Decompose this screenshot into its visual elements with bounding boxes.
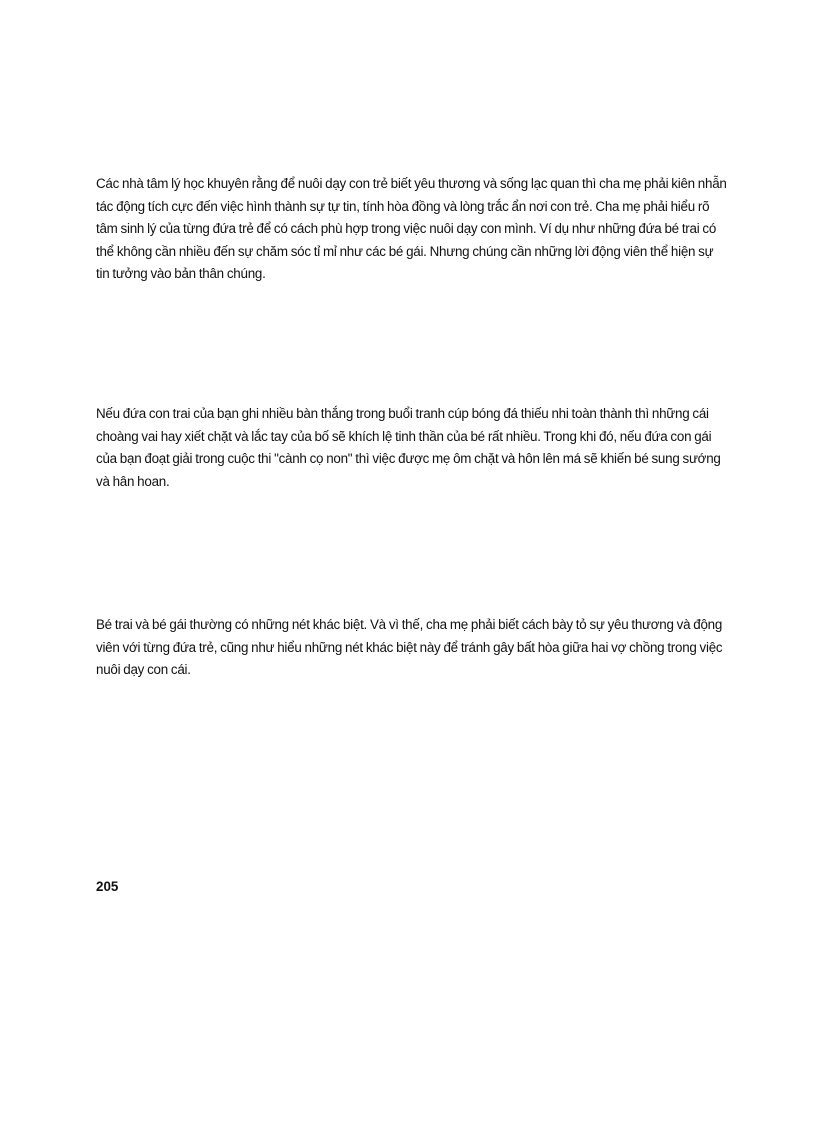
page-number: 205 (96, 879, 119, 894)
paragraph-3: Bé trai và bé gái thường có những nét khác biệt. Và vì thế, cha mẹ phải biết cách bày tỏ sự yêu thương và động viên với từng đứa trẻ, cũng như hiểu những nét khác biệt này để tránh gây bất hòa giữa hai vợ chồng trong việc nuôi dạy con cái. (96, 617, 723, 677)
paragraph-2: Nếu đứa con trai của bạn ghi nhiều bàn thắng trong buổi tranh cúp bóng đá thiếu nhi toàn thành thì những cái choàng vai hay xiết chặt và lắc tay của bố sẽ khích lệ tinh thần của bé rất nhiều. Trong khi đó, nếu đứa con gái của bạn đoạt giải trong cuộc thi "cành cọ non" thì việc được mẹ ôm chặt và hôn lên má sẽ khiến bé sung sướng và hân hoan. (96, 406, 721, 489)
paragraph-1: Các nhà tâm lý học khuyên rằng để nuôi dạy con trẻ biết yêu thương và sống lạc quan thì cha mẹ phải kiên nhẫn tác động tích cực đến việc hình thành sự tự tin, tính hòa đồng và lòng trắc ẩn nơi con trẻ. Cha mẹ phải hiểu rõ tâm sinh lý của từng đứa trẻ để có cách phù hợp trong việc nuôi dạy con mình. Ví dụ như những đứa bé trai có thể không cần nhiều đến sự chăm sóc tỉ mỉ như các bé gái. Nhưng chúng cần những lời động viên thể hiện sự tin tưởng vào bản thân chúng. (96, 176, 727, 281)
